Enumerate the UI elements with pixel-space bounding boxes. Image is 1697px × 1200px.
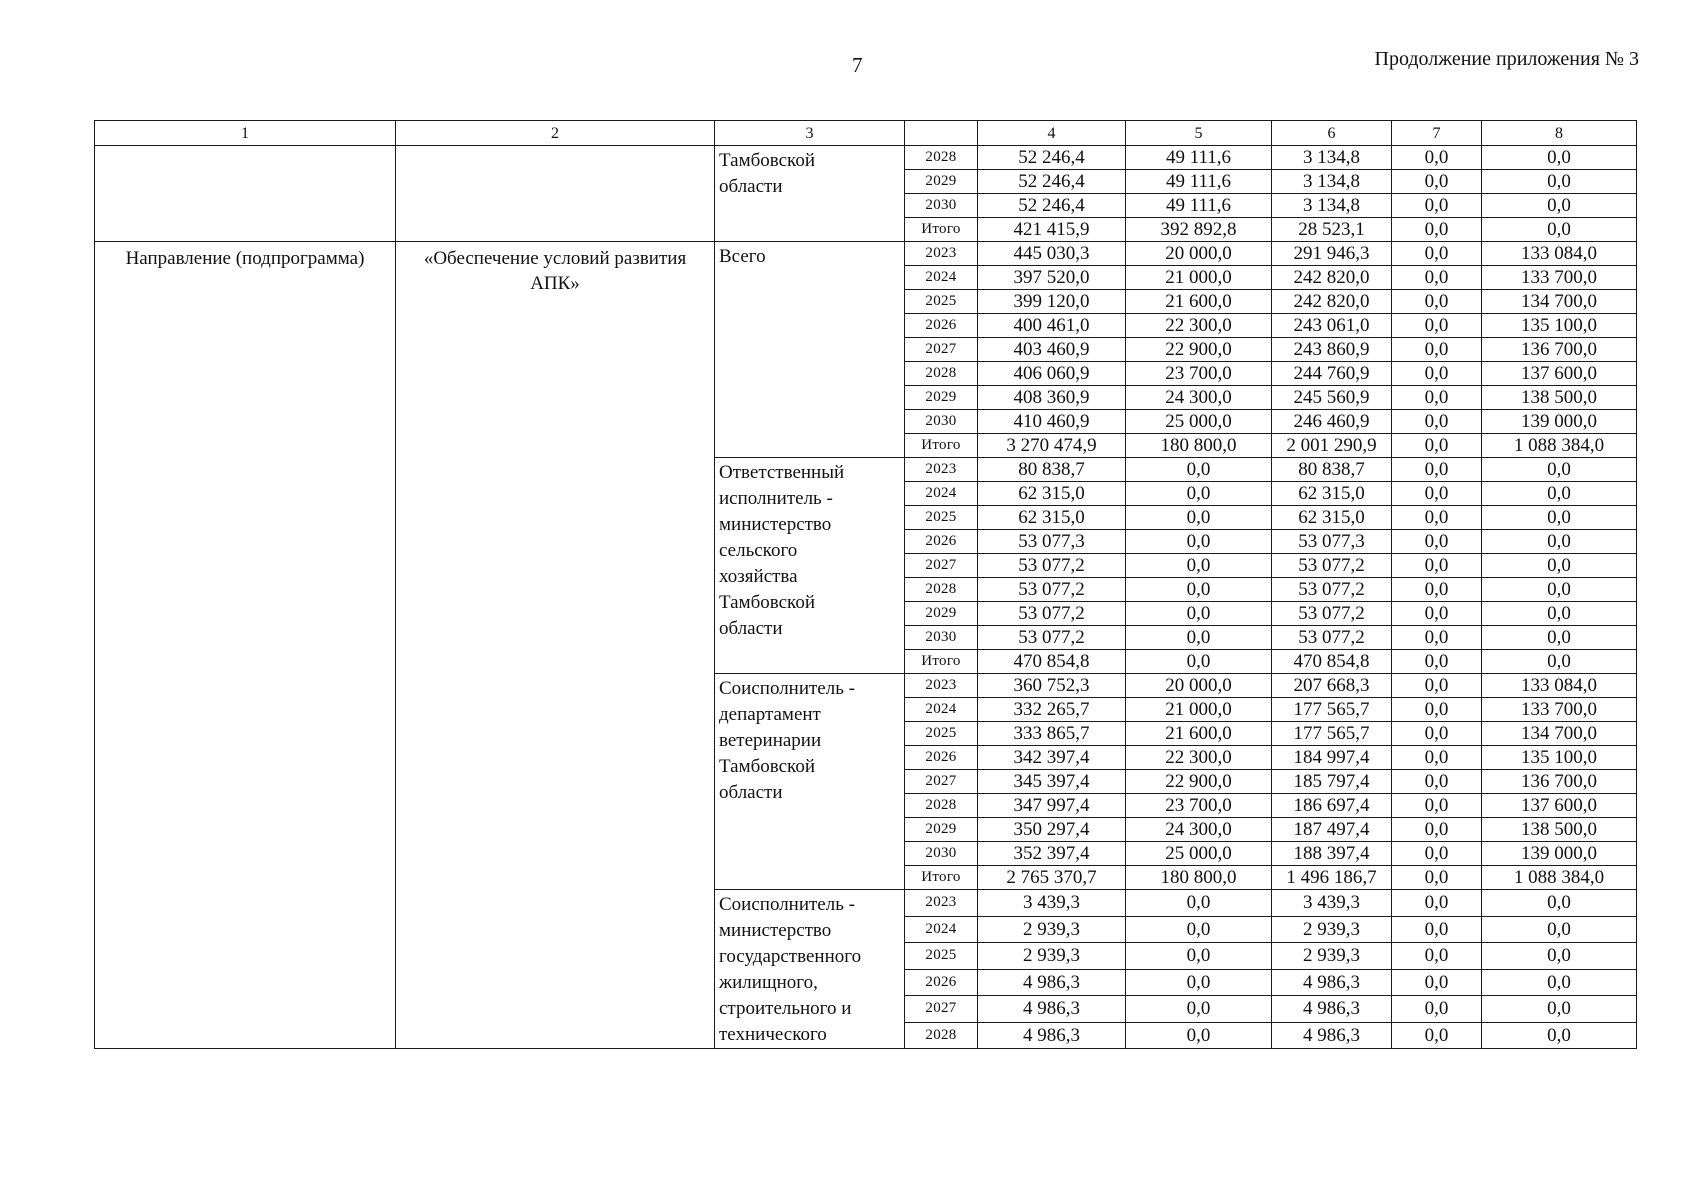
federal-cell: 21 000,0 (1126, 698, 1272, 722)
federal-cell: 23 700,0 (1126, 794, 1272, 818)
total-cell: 406 060,9 (978, 362, 1126, 386)
executor-line: государственного (719, 946, 862, 967)
year-cell: 2024 (905, 916, 978, 943)
executor-line: Всего (719, 246, 766, 267)
local-cell: 0,0 (1392, 770, 1482, 794)
executor-line: строительного и (719, 998, 852, 1019)
year-cell: 2023 (905, 458, 978, 482)
total-cell: 333 865,7 (978, 722, 1126, 746)
year-cell: Итого (905, 218, 978, 242)
year-cell: 2026 (905, 969, 978, 996)
executor-line: хозяйства (719, 566, 798, 587)
local-cell: 0,0 (1392, 746, 1482, 770)
local-cell: 0,0 (1392, 410, 1482, 434)
executor-line: Тамбовской (719, 150, 815, 171)
federal-cell: 0,0 (1126, 554, 1272, 578)
extra-cell: 0,0 (1482, 170, 1637, 194)
total-cell: 345 397,4 (978, 770, 1126, 794)
regional-cell: 187 497,4 (1272, 818, 1392, 842)
executor-line: технического (719, 1024, 827, 1045)
extra-cell: 135 100,0 (1482, 314, 1637, 338)
total-cell: 3 270 474,9 (978, 434, 1126, 458)
federal-cell: 24 300,0 (1126, 386, 1272, 410)
regional-cell: 53 077,2 (1272, 602, 1392, 626)
local-cell: 0,0 (1392, 530, 1482, 554)
regional-cell: 207 668,3 (1272, 674, 1392, 698)
year-cell: 2028 (905, 146, 978, 170)
total-cell: 3 439,3 (978, 890, 1126, 917)
subprogram-name: «Обеспечение условий развития АПК» (396, 242, 715, 1049)
total-cell: 2 765 370,7 (978, 866, 1126, 890)
executor-line: Тамбовской (719, 756, 815, 777)
total-cell: 352 397,4 (978, 842, 1126, 866)
total-cell: 53 077,2 (978, 626, 1126, 650)
regional-cell: 53 077,2 (1272, 578, 1392, 602)
local-cell: 0,0 (1392, 674, 1482, 698)
local-cell: 0,0 (1392, 170, 1482, 194)
executor-line: области (719, 618, 783, 639)
year-cell: 2028 (905, 362, 978, 386)
appendix-label: Продолжение приложения № 3 (1374, 48, 1639, 70)
local-cell: 0,0 (1392, 338, 1482, 362)
year-cell: Итого (905, 650, 978, 674)
year-cell: 2024 (905, 266, 978, 290)
total-cell: 470 854,8 (978, 650, 1126, 674)
regional-cell: 3 134,8 (1272, 194, 1392, 218)
local-cell: 0,0 (1392, 842, 1482, 866)
local-cell: 0,0 (1392, 194, 1482, 218)
executor-cell (715, 674, 905, 890)
header-cell: 2 (396, 121, 715, 146)
total-cell: 2 939,3 (978, 916, 1126, 943)
total-cell: 4 986,3 (978, 1022, 1126, 1049)
total-cell: 4 986,3 (978, 996, 1126, 1023)
federal-cell: 0,0 (1126, 602, 1272, 626)
regional-cell: 177 565,7 (1272, 698, 1392, 722)
year-cell: 2028 (905, 1022, 978, 1049)
header-cell (905, 121, 978, 146)
total-cell: 62 315,0 (978, 506, 1126, 530)
extra-cell: 139 000,0 (1482, 410, 1637, 434)
federal-cell: 25 000,0 (1126, 842, 1272, 866)
local-cell: 0,0 (1392, 146, 1482, 170)
extra-cell: 136 700,0 (1482, 770, 1637, 794)
regional-cell: 4 986,3 (1272, 969, 1392, 996)
extra-cell: 0,0 (1482, 916, 1637, 943)
federal-cell: 392 892,8 (1126, 218, 1272, 242)
regional-cell: 2 939,3 (1272, 943, 1392, 970)
local-cell: 0,0 (1392, 458, 1482, 482)
local-cell: 0,0 (1392, 996, 1482, 1023)
page-number: 7 (852, 53, 863, 77)
federal-cell: 22 900,0 (1126, 770, 1272, 794)
extra-cell: 133 700,0 (1482, 698, 1637, 722)
local-cell: 0,0 (1392, 626, 1482, 650)
total-cell: 53 077,3 (978, 530, 1126, 554)
extra-cell: 0,0 (1482, 578, 1637, 602)
regional-cell: 184 997,4 (1272, 746, 1392, 770)
local-cell: 0,0 (1392, 554, 1482, 578)
local-cell: 0,0 (1392, 916, 1482, 943)
year-cell: 2027 (905, 996, 978, 1023)
extra-cell: 135 100,0 (1482, 746, 1637, 770)
extra-cell: 137 600,0 (1482, 362, 1637, 386)
regional-cell: 245 560,9 (1272, 386, 1392, 410)
year-cell: Итого (905, 866, 978, 890)
extra-cell: 0,0 (1482, 146, 1637, 170)
extra-cell: 0,0 (1482, 943, 1637, 970)
executor-cell (715, 146, 905, 242)
local-cell: 0,0 (1392, 482, 1482, 506)
extra-cell: 136 700,0 (1482, 338, 1637, 362)
federal-cell: 0,0 (1126, 916, 1272, 943)
total-cell: 403 460,9 (978, 338, 1126, 362)
total-cell: 332 265,7 (978, 698, 1126, 722)
federal-cell: 180 800,0 (1126, 434, 1272, 458)
year-cell: 2029 (905, 602, 978, 626)
extra-cell: 1 088 384,0 (1482, 434, 1637, 458)
local-cell: 0,0 (1392, 386, 1482, 410)
table-row (95, 146, 1637, 170)
local-cell: 0,0 (1392, 1022, 1482, 1049)
header-cell: 3 (715, 121, 905, 146)
executor-line: сельского (719, 540, 798, 561)
year-cell: 2028 (905, 578, 978, 602)
local-cell: 0,0 (1392, 242, 1482, 266)
total-cell: 52 246,4 (978, 194, 1126, 218)
total-cell: 408 360,9 (978, 386, 1126, 410)
year-cell: 2029 (905, 818, 978, 842)
year-cell: 2023 (905, 674, 978, 698)
regional-cell: 2 001 290,9 (1272, 434, 1392, 458)
federal-cell: 0,0 (1126, 506, 1272, 530)
year-cell: Итого (905, 434, 978, 458)
federal-cell: 49 111,6 (1126, 194, 1272, 218)
local-cell: 0,0 (1392, 698, 1482, 722)
regional-cell: 4 986,3 (1272, 996, 1392, 1023)
federal-cell: 0,0 (1126, 458, 1272, 482)
total-cell: 360 752,3 (978, 674, 1126, 698)
local-cell: 0,0 (1392, 266, 1482, 290)
federal-cell: 21 000,0 (1126, 266, 1272, 290)
year-cell: 2030 (905, 626, 978, 650)
local-cell: 0,0 (1392, 290, 1482, 314)
extra-cell: 0,0 (1482, 890, 1637, 917)
federal-cell: 20 000,0 (1126, 242, 1272, 266)
regional-cell: 62 315,0 (1272, 506, 1392, 530)
total-cell: 400 461,0 (978, 314, 1126, 338)
year-cell: 2024 (905, 698, 978, 722)
regional-cell: 244 760,9 (1272, 362, 1392, 386)
total-cell: 62 315,0 (978, 482, 1126, 506)
year-cell: 2027 (905, 338, 978, 362)
extra-cell: 0,0 (1482, 530, 1637, 554)
total-cell: 4 986,3 (978, 969, 1126, 996)
executor-line: области (719, 782, 783, 803)
local-cell: 0,0 (1392, 578, 1482, 602)
extra-cell: 0,0 (1482, 1022, 1637, 1049)
local-cell: 0,0 (1392, 602, 1482, 626)
total-cell: 342 397,4 (978, 746, 1126, 770)
regional-cell: 243 061,0 (1272, 314, 1392, 338)
year-cell: 2025 (905, 943, 978, 970)
extra-cell: 137 600,0 (1482, 794, 1637, 818)
year-cell: 2023 (905, 890, 978, 917)
total-cell: 347 997,4 (978, 794, 1126, 818)
total-cell: 421 415,9 (978, 218, 1126, 242)
federal-cell: 49 111,6 (1126, 146, 1272, 170)
total-cell: 410 460,9 (978, 410, 1126, 434)
regional-cell: 28 523,1 (1272, 218, 1392, 242)
regional-cell: 470 854,8 (1272, 650, 1392, 674)
total-cell: 52 246,4 (978, 146, 1126, 170)
regional-cell: 3 439,3 (1272, 890, 1392, 917)
extra-cell: 134 700,0 (1482, 722, 1637, 746)
total-cell: 397 520,0 (978, 266, 1126, 290)
federal-cell: 22 300,0 (1126, 314, 1272, 338)
executor-cell (715, 242, 905, 458)
extra-cell: 1 088 384,0 (1482, 866, 1637, 890)
local-cell: 0,0 (1392, 650, 1482, 674)
federal-cell: 22 300,0 (1126, 746, 1272, 770)
local-cell: 0,0 (1392, 890, 1482, 917)
local-cell: 0,0 (1392, 722, 1482, 746)
regional-cell: 185 797,4 (1272, 770, 1392, 794)
regional-cell: 62 315,0 (1272, 482, 1392, 506)
federal-cell: 0,0 (1126, 943, 1272, 970)
extra-cell: 139 000,0 (1482, 842, 1637, 866)
local-cell: 0,0 (1392, 362, 1482, 386)
local-cell: 0,0 (1392, 794, 1482, 818)
local-cell: 0,0 (1392, 434, 1482, 458)
federal-cell: 21 600,0 (1126, 722, 1272, 746)
federal-cell: 0,0 (1126, 996, 1272, 1023)
regional-cell: 186 697,4 (1272, 794, 1392, 818)
federal-cell: 0,0 (1126, 1022, 1272, 1049)
executor-line: Ответственный (719, 462, 845, 483)
executor-line: жилищного, (719, 972, 818, 993)
header-cell: 4 (978, 121, 1126, 146)
local-cell: 0,0 (1392, 506, 1482, 530)
regional-cell: 243 860,9 (1272, 338, 1392, 362)
federal-cell: 0,0 (1126, 890, 1272, 917)
total-cell: 2 939,3 (978, 943, 1126, 970)
budget-table (94, 120, 1637, 1049)
total-cell: 80 838,7 (978, 458, 1126, 482)
regional-cell: 53 077,2 (1272, 626, 1392, 650)
regional-cell: 80 838,7 (1272, 458, 1392, 482)
extra-cell: 134 700,0 (1482, 290, 1637, 314)
year-cell: 2026 (905, 746, 978, 770)
regional-cell: 188 397,4 (1272, 842, 1392, 866)
local-cell: 0,0 (1392, 969, 1482, 996)
regional-cell: 177 565,7 (1272, 722, 1392, 746)
federal-cell: 49 111,6 (1126, 170, 1272, 194)
executor-line: Тамбовской (719, 592, 815, 613)
federal-cell: 0,0 (1126, 650, 1272, 674)
extra-cell: 0,0 (1482, 458, 1637, 482)
direction-label: Направление (подпрограмма) (95, 242, 396, 1049)
federal-cell: 0,0 (1126, 578, 1272, 602)
executor-line: Соисполнитель - (719, 894, 855, 915)
year-cell: 2026 (905, 530, 978, 554)
extra-cell: 133 700,0 (1482, 266, 1637, 290)
regional-cell: 53 077,2 (1272, 554, 1392, 578)
extra-cell: 0,0 (1482, 218, 1637, 242)
extra-cell: 0,0 (1482, 602, 1637, 626)
executor-line: области (719, 176, 783, 197)
year-cell: 2030 (905, 842, 978, 866)
federal-cell: 20 000,0 (1126, 674, 1272, 698)
regional-cell: 246 460,9 (1272, 410, 1392, 434)
total-cell: 53 077,2 (978, 602, 1126, 626)
empty-cell (396, 146, 715, 242)
header-row (95, 121, 1637, 146)
extra-cell: 0,0 (1482, 650, 1637, 674)
local-cell: 0,0 (1392, 218, 1482, 242)
year-cell: 2023 (905, 242, 978, 266)
extra-cell: 138 500,0 (1482, 386, 1637, 410)
executor-line: министерство (719, 920, 832, 941)
executor-line: ветеринарии (719, 730, 822, 751)
total-cell: 399 120,0 (978, 290, 1126, 314)
extra-cell: 133 084,0 (1482, 674, 1637, 698)
extra-cell: 0,0 (1482, 194, 1637, 218)
regional-cell: 1 496 186,7 (1272, 866, 1392, 890)
federal-cell: 24 300,0 (1126, 818, 1272, 842)
year-cell: 2029 (905, 170, 978, 194)
local-cell: 0,0 (1392, 866, 1482, 890)
federal-cell: 23 700,0 (1126, 362, 1272, 386)
federal-cell: 0,0 (1126, 626, 1272, 650)
executor-cell (715, 458, 905, 674)
extra-cell: 133 084,0 (1482, 242, 1637, 266)
header-cell: 1 (95, 121, 396, 146)
year-cell: 2025 (905, 290, 978, 314)
executor-line: исполнитель - (719, 488, 833, 509)
year-cell: 2030 (905, 410, 978, 434)
federal-cell: 25 000,0 (1126, 410, 1272, 434)
header-cell: 8 (1482, 121, 1637, 146)
year-cell: 2024 (905, 482, 978, 506)
regional-cell: 4 986,3 (1272, 1022, 1392, 1049)
year-cell: 2027 (905, 770, 978, 794)
regional-cell: 53 077,3 (1272, 530, 1392, 554)
regional-cell: 3 134,8 (1272, 146, 1392, 170)
regional-cell: 242 820,0 (1272, 290, 1392, 314)
year-cell: 2030 (905, 194, 978, 218)
empty-cell (95, 146, 396, 242)
regional-cell: 2 939,3 (1272, 916, 1392, 943)
year-cell: 2025 (905, 506, 978, 530)
year-cell: 2025 (905, 722, 978, 746)
extra-cell: 0,0 (1482, 996, 1637, 1023)
extra-cell: 0,0 (1482, 626, 1637, 650)
table-body (95, 121, 1637, 1049)
executor-line: министерство (719, 514, 832, 535)
regional-cell: 3 134,8 (1272, 170, 1392, 194)
total-cell: 445 030,3 (978, 242, 1126, 266)
regional-cell: 242 820,0 (1272, 266, 1392, 290)
total-cell: 53 077,2 (978, 554, 1126, 578)
executor-line: департамент (719, 704, 821, 725)
extra-cell: 0,0 (1482, 554, 1637, 578)
federal-cell: 180 800,0 (1126, 866, 1272, 890)
total-cell: 52 246,4 (978, 170, 1126, 194)
extra-cell: 0,0 (1482, 969, 1637, 996)
federal-cell: 0,0 (1126, 969, 1272, 996)
executor-line: Соисполнитель - (719, 678, 855, 699)
year-cell: 2027 (905, 554, 978, 578)
regional-cell: 291 946,3 (1272, 242, 1392, 266)
year-cell: 2029 (905, 386, 978, 410)
year-cell: 2028 (905, 794, 978, 818)
local-cell: 0,0 (1392, 943, 1482, 970)
federal-cell: 0,0 (1126, 530, 1272, 554)
table-row (95, 242, 1637, 266)
federal-cell: 22 900,0 (1126, 338, 1272, 362)
header-cell: 7 (1392, 121, 1482, 146)
local-cell: 0,0 (1392, 818, 1482, 842)
header-cell: 6 (1272, 121, 1392, 146)
extra-cell: 0,0 (1482, 506, 1637, 530)
year-cell: 2026 (905, 314, 978, 338)
federal-cell: 0,0 (1126, 482, 1272, 506)
header-cell: 5 (1126, 121, 1272, 146)
federal-cell: 21 600,0 (1126, 290, 1272, 314)
extra-cell: 0,0 (1482, 482, 1637, 506)
executor-cell (715, 890, 905, 1049)
total-cell: 350 297,4 (978, 818, 1126, 842)
total-cell: 53 077,2 (978, 578, 1126, 602)
extra-cell: 138 500,0 (1482, 818, 1637, 842)
local-cell: 0,0 (1392, 314, 1482, 338)
